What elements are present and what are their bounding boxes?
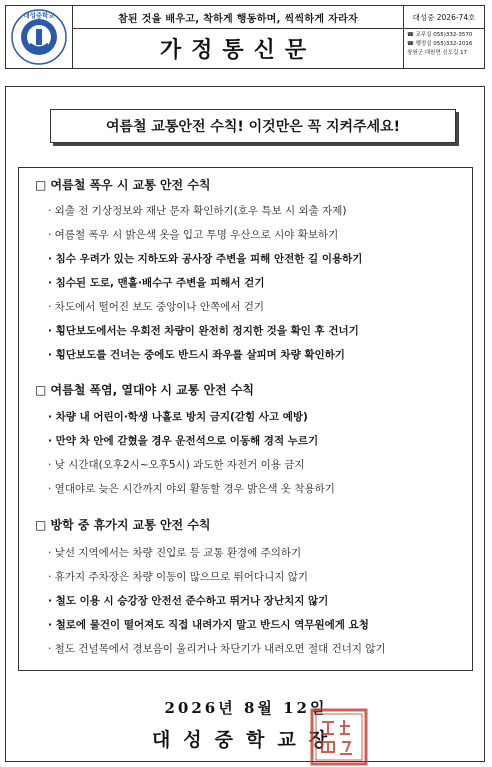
rule-item: · 철도 건널목에서 경보음이 울리거나 차단기가 내려오면 절대 건너지 않기: [48, 643, 386, 655]
school-motto: 참된 것을 배우고, 착하게 행동하며, 씩씩하게 자라자: [73, 6, 403, 29]
rule-item: · 낮 시간대(오후2시~오후5시) 과도한 자전거 이용 금지: [48, 459, 305, 471]
contact-line: 창원군 대원면 신도길 17: [407, 50, 468, 56]
letter-header: [5, 5, 485, 69]
contact-line: ☎ 교무실 055)332-3570: [407, 32, 473, 38]
page-title: 가정통신문: [159, 37, 317, 63]
issue-date: 2026년 8월 12일: [164, 699, 328, 717]
rule-item: · 철도 이용 시 승강장 안전선 준수하고 뛰거나 장난치지 않기: [48, 595, 329, 607]
banner-title: 여름철 교통안전 수칙! 이것만은 꼭 지켜주세요!: [50, 109, 456, 143]
school-emblem-icon: [10, 8, 68, 66]
rule-item: · 횡단보도에서는 우회전 차량이 완전히 정지한 것을 확인 후 건너기: [48, 325, 359, 337]
rules-panel: [18, 167, 473, 671]
rule-item: · 여름철 폭우 시 밝은색 옷을 입고 투명 우산으로 시야 확보하기: [48, 229, 339, 241]
rule-item: · 외출 전 기상정보와 재난 문자 확인하기(호우 특보 시 외출 자제): [48, 205, 347, 217]
letter-body: [5, 86, 485, 762]
rule-item: · 차도에서 떨어진 보도 중앙이나 안쪽에서 걷기: [48, 301, 265, 313]
section-title: □ 방학 중 휴가지 교통 안전 수칙: [35, 518, 211, 532]
section-title: □ 여름철 폭우 시 교통 안전 수칙: [35, 178, 211, 192]
rule-item: · 열대야로 늦은 시간까지 야외 활동할 경우 밝은색 옷 착용하기: [48, 483, 335, 495]
rule-item: · 차량 내 어린이·학생 나홀로 방치 금지(갇힘 사고 예방): [48, 411, 308, 423]
official-seal-stamp: [310, 708, 368, 766]
rule-item: · 침수 우려가 있는 지하도와 공사장 주변을 피해 안전한 길 이용하기: [48, 253, 363, 265]
logo-text: 대성중학교: [23, 11, 55, 20]
contact-line: ☎ 행정실 055)332-2016: [407, 41, 473, 47]
rule-item: · 침수된 도로, 맨홀·배수구 주변을 피해서 걷기: [48, 277, 265, 289]
school-logo: [6, 6, 73, 68]
principal-signature: 대성중학교장: [151, 729, 341, 751]
section-title: □ 여름철 폭염, 열대야 시 교통 안전 수칙: [35, 383, 255, 397]
rule-item: · 휴가지 주차장은 차량 이동이 많으므로 뛰어다니지 않기: [48, 571, 308, 583]
contact-info: [404, 29, 484, 68]
rule-item: · 철로에 물건이 떨어져도 직접 내려가지 말고 반드시 역무원에게 요청: [48, 619, 369, 631]
rule-item: · 횡단보도를 건너는 중에도 반드시 좌우를 살피며 차량 확인하기: [48, 349, 345, 361]
rule-item: · 낯선 지역에서는 차량 진입로 등 교통 환경에 주의하기: [48, 547, 302, 559]
document-number: 대성중 2026-74호: [404, 6, 484, 29]
rule-item: · 만약 차 안에 갇혔을 경우 운전석으로 이동해 경적 누르기: [48, 435, 319, 447]
